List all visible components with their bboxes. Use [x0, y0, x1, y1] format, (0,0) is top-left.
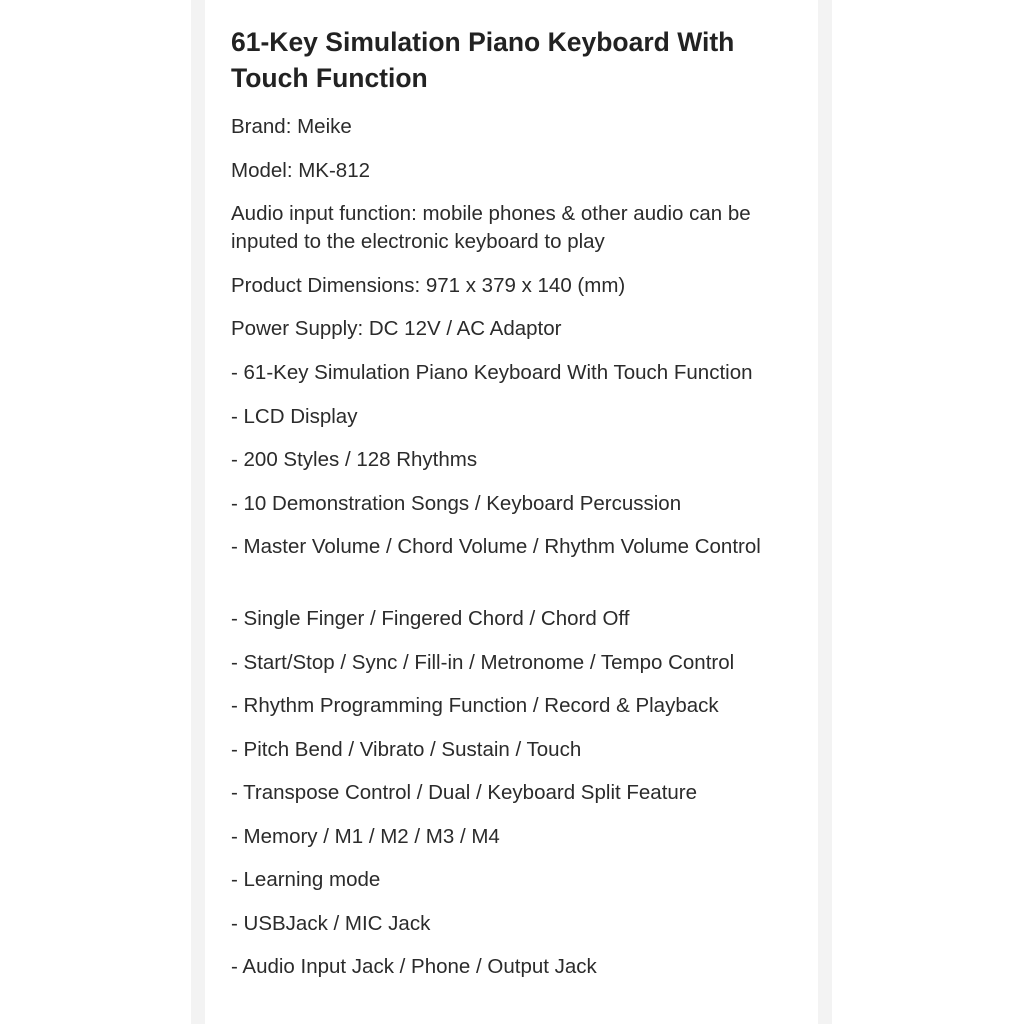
- right-page-border: [818, 0, 832, 1024]
- feature-item: - Learning mode: [231, 868, 381, 891]
- spec-brand: Brand: Meike: [231, 115, 352, 138]
- spec-model: Model: MK-812: [231, 159, 371, 182]
- feature-item: - Single Finger / Fingered Chord / Chord Off: [231, 607, 630, 630]
- feature-item: - Pitch Bend / Vibrato / Sustain / Touch: [231, 738, 582, 761]
- product-title: 61-Key Simulation Piano Keyboard With Touch Function: [231, 27, 735, 93]
- left-page-border: [191, 0, 205, 1024]
- spec-power-supply: Power Supply: DC 12V / AC Adaptor: [231, 317, 562, 340]
- feature-item: - Transpose Control / Dual / Keyboard Split Feature: [231, 781, 698, 804]
- feature-item: - Rhythm Programming Function / Record & Playback: [231, 694, 719, 717]
- spec-dimensions: Product Dimensions: 971 x 379 x 140 (mm): [231, 274, 626, 297]
- feature-item: - Audio Input Jack / Phone / Output Jack: [231, 955, 597, 978]
- feature-item: - LCD Display: [231, 405, 358, 428]
- feature-item: - 200 Styles / 128 Rhythms: [231, 448, 478, 471]
- feature-item: - Start/Stop / Sync / Fill-in / Metronome / Tempo Control: [231, 651, 735, 674]
- feature-item: - 10 Demonstration Songs / Keyboard Percussion: [231, 492, 682, 515]
- feature-item: - Memory / M1 / M2 / M3 / M4: [231, 825, 500, 848]
- feature-item: - 61-Key Simulation Piano Keyboard With Touch Function: [231, 361, 753, 384]
- feature-item: - USBJack / MIC Jack: [231, 912, 431, 935]
- feature-item: - Master Volume / Chord Volume / Rhythm Volume Control: [231, 535, 761, 558]
- spec-audio-input: Audio input function: mobile phones & other audio can be inputed to the electronic keyboard to play: [231, 202, 751, 253]
